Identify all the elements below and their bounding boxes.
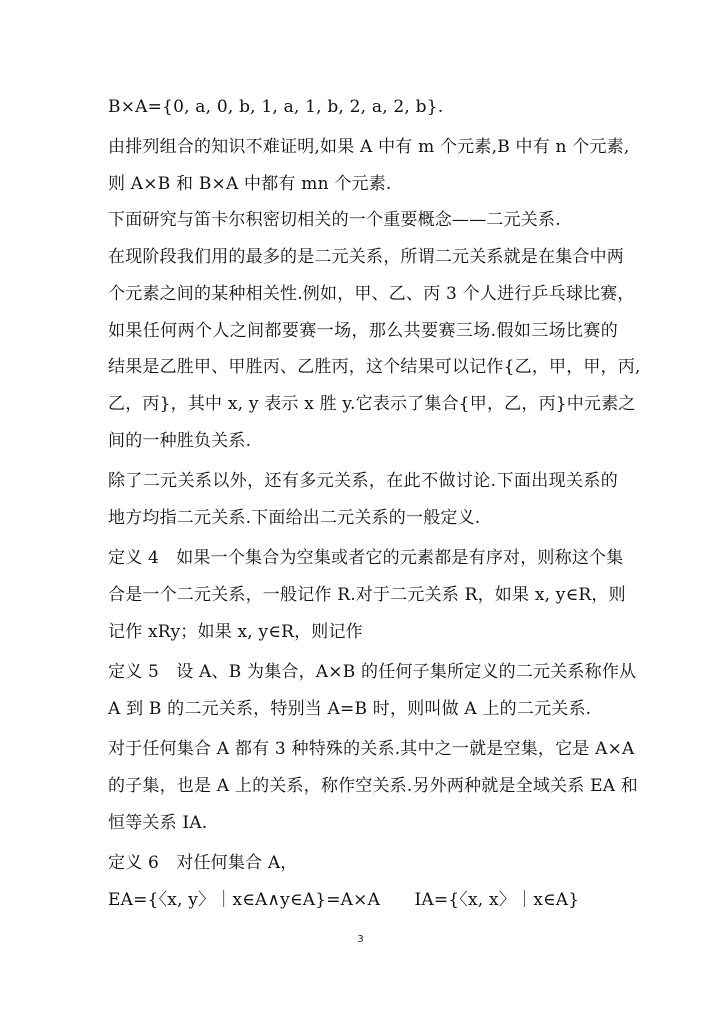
text-line: 定义 4 如果一个集合为空集或者它的元素都是有序对，则称这个集 — [108, 548, 624, 568]
text-line: 由排列组合的知识不难证明,如果 A 中有 m 个元素,B 中有 n 个元素, — [108, 137, 630, 157]
text-line: B×A={0, a, 0, b, 1, a, 1, b, 2, a, 2, b}. — [108, 97, 444, 117]
text-line: 地方均指二元关系.下面给出二元关系的一般定义. — [108, 508, 481, 528]
text-line: 除了二元关系以外，还有多元关系，在此不做讨论.下面出现关系的 — [108, 471, 618, 491]
text-line: 个元素之间的某种相关性.例如，甲、乙、丙 3 个人进行乒乓球比赛， — [108, 284, 635, 304]
text-line: 如果任何两个人之间都要赛一场，那么共要赛三场.假如三场比赛的 — [108, 321, 618, 341]
text-line: 定义 6 对任何集合 A， — [108, 853, 298, 873]
text-line: 恒等关系 IA. — [108, 813, 208, 833]
text-line: 间的一种胜负关系. — [108, 431, 252, 451]
text-line: A 到 B 的二元关系，特别当 A=B 时，则叫做 A 上的二元关系. — [108, 699, 592, 719]
text-line: 记作 xRy；如果 x, y∈R，则记作 — [108, 622, 363, 642]
text-line: 对于任何集合 A 都有 3 种特殊的关系.其中之一就是空集，它是 A×A — [108, 739, 635, 759]
text-line: 的子集，也是 A 上的关系，称作空关系.另外两种就是全域关系 EA 和 — [108, 776, 638, 796]
text-line: EA={〈x, y〉｜x∈A∧y∈A}=A×A IA={〈x, x〉｜x∈A} — [108, 890, 580, 910]
text-line: 下面研究与笛卡尔积密切相关的一个重要概念——二元关系. — [108, 210, 561, 230]
text-line: 定义 5 设 A、B 为集合，A×B 的任何子集所定义的二元关系称作从 — [108, 662, 637, 682]
text-line: 则 A×B 和 B×A 中都有 mn 个元素. — [108, 174, 392, 194]
text-line: 结果是乙胜甲、甲胜丙、乙胜丙，这个结果可以记作{乙，甲，甲，丙, — [108, 357, 641, 377]
text-line: 在现阶段我们用的最多的是二元关系，所谓二元关系就是在集合中两 — [108, 247, 624, 267]
text-line: 乙，丙}，其中 x, y 表示 x 胜 y.它表示了集合{甲，乙，丙}中元素之 — [108, 394, 636, 414]
page-number: 3 — [357, 934, 364, 945]
text-line: 合是一个二元关系，一般记作 R.对于二元关系 R，如果 x, y∈R，则 — [108, 585, 626, 605]
